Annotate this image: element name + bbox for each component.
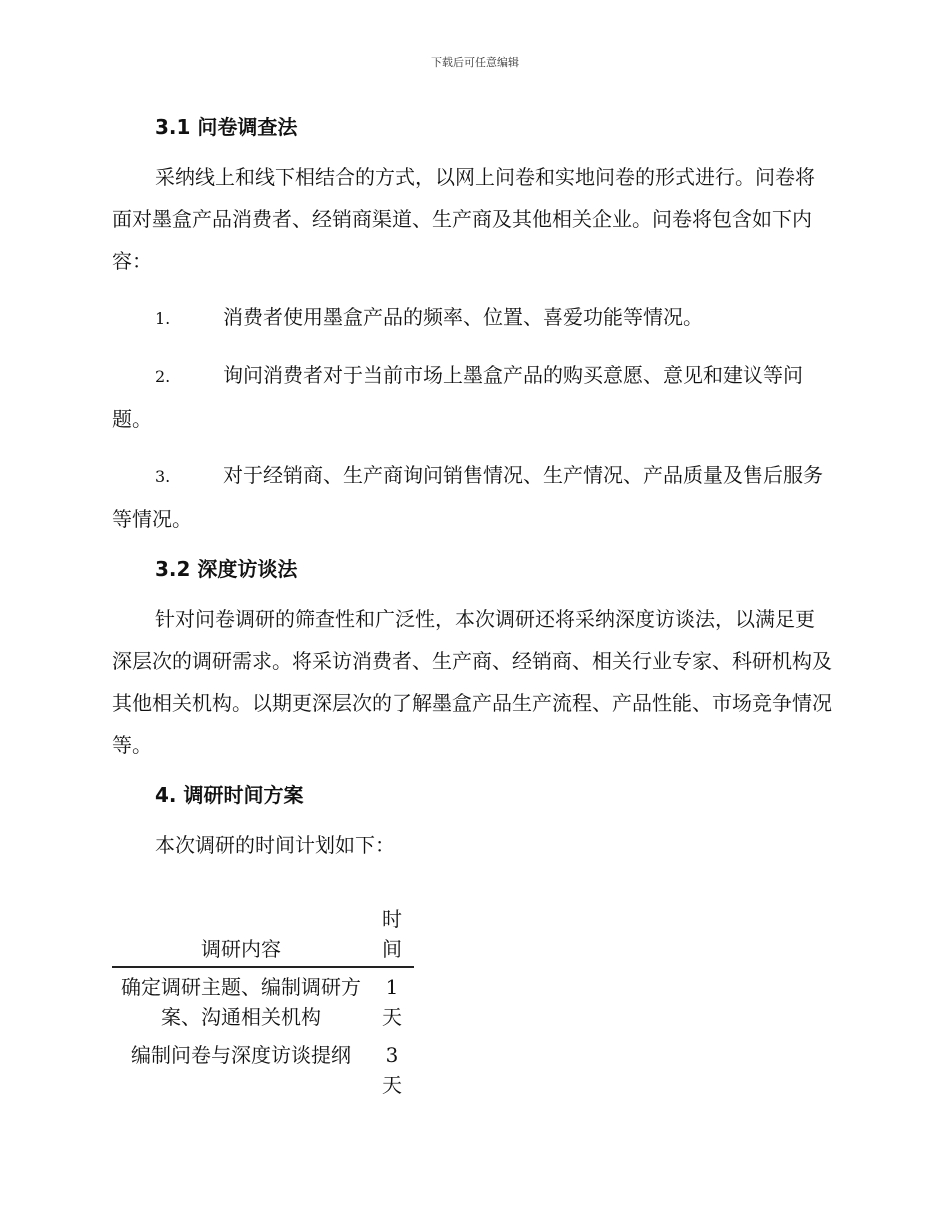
table-row: [112, 1036, 414, 1104]
table-cell-time: 1天: [382, 975, 402, 1029]
section-4-intro: 本次调研的时间计划如下：: [155, 833, 395, 857]
section-3-2-body: 针对问卷调研的筛查性和广泛性，本次调研还将采纳深度访谈法，以满足更深层次的调研需求。将采访消费者、生产商、经销商、相关行业专家、科研机构及其他相关机构。以期更深层次的了解墨盒产品生产流程、产品性能、市场竞争情况等。: [112, 607, 832, 757]
list-item: [112, 296, 834, 340]
table-row: [112, 967, 414, 1036]
table-cell-content: 编制问卷与深度访谈提纲: [131, 1043, 351, 1067]
table-header-time: 时间: [370, 904, 414, 967]
section-heading-4: 4. 调研时间方案: [155, 783, 304, 807]
section-heading-3-2: 3.2 深度访谈法: [155, 557, 298, 581]
list-text: 消费者使用墨盒产品的频率、位置、喜爱功能等情况。: [223, 305, 703, 329]
list-item: [112, 454, 834, 540]
document-body: [112, 112, 834, 866]
table-header-content: 调研内容: [112, 904, 370, 967]
list-text: 对于经销商、生产商询问销售情况、生产情况、产品质量及售后服务等情况。: [112, 463, 823, 531]
table-cell-time: 3天: [382, 1043, 402, 1097]
schedule-table: [112, 904, 414, 1104]
section-3-1-intro: 采纳线上和线下相结合的方式，以网上问卷和实地问卷的形式进行。问卷将面对墨盒产品消费者、经销商渠道、生产商及其他相关企业。问卷将包含如下内容：: [112, 165, 815, 273]
list-text: 询问消费者对于当前市场上墨盒产品的购买意愿、意见和建议等问题。: [112, 363, 803, 431]
list-number: 2.: [155, 367, 171, 386]
table-header-row: [112, 904, 414, 967]
section-heading-3-1: 3.1 问卷调查法: [155, 115, 298, 139]
list-number: 3.: [155, 467, 171, 486]
list-item: [112, 354, 834, 440]
page-header: 下载后可任意编辑: [431, 56, 519, 69]
table-cell-content: 确定调研主题、编制调研方案、沟通相关机构: [121, 975, 361, 1029]
list-number: 1.: [155, 309, 171, 328]
